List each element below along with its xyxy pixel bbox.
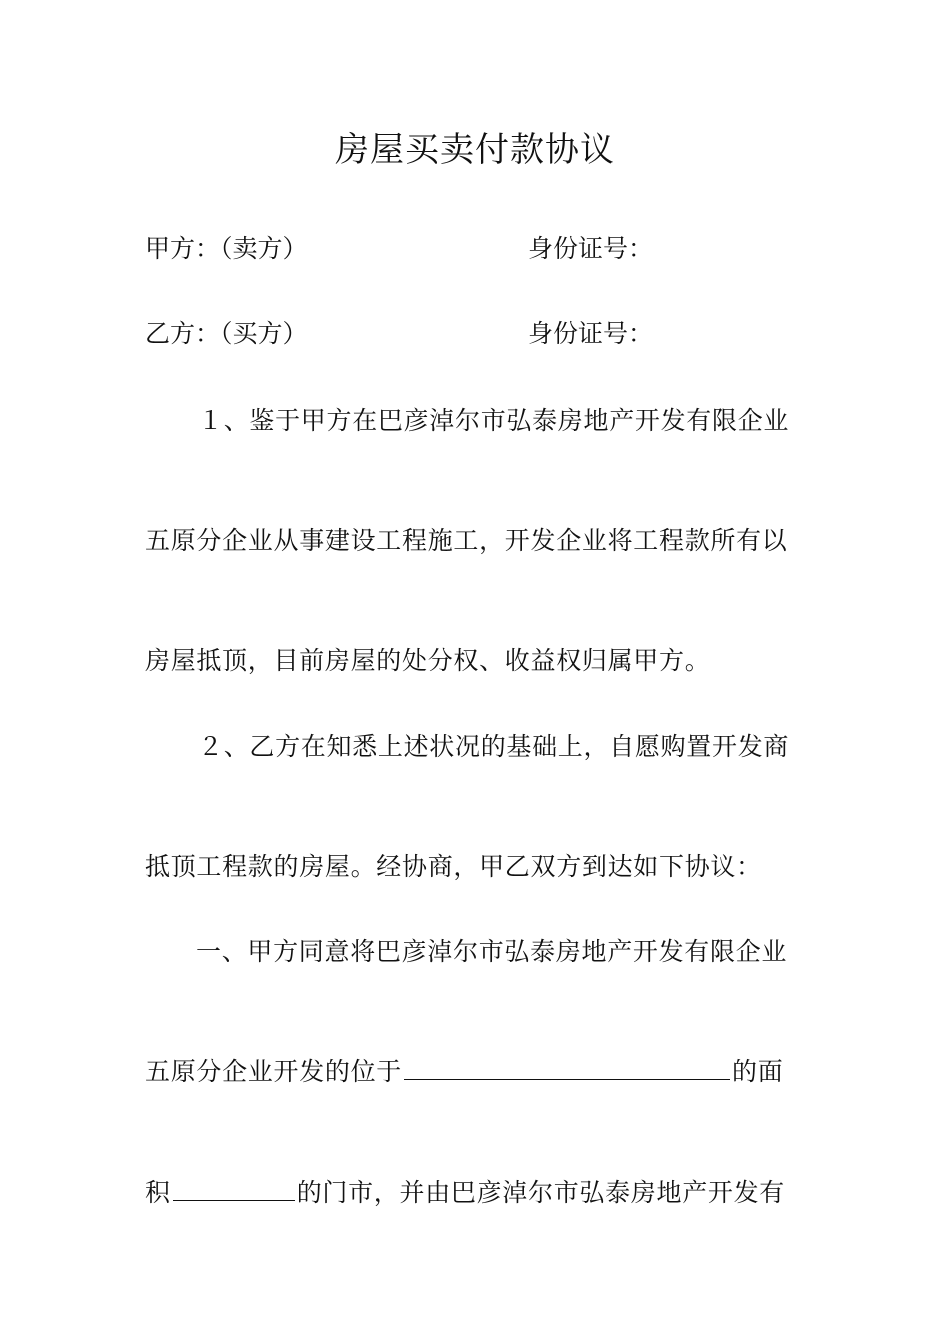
paragraph-text: 五原分企业开发的位于: [145, 1057, 403, 1086]
party-b-id-label: 身份证号：: [528, 319, 654, 348]
paragraph-text: 的面: [732, 1057, 784, 1086]
paragraph-text: 积: [145, 1178, 171, 1207]
paragraph-line: 房屋抵顶，目前房屋的处分权、收益权归属甲方。: [145, 646, 711, 675]
paragraph-line: ２、乙方在知悉上述状况的基础上，自愿购置开发商: [198, 732, 790, 761]
document-title: 房屋买卖付款协议: [335, 130, 615, 170]
party-a-id-label: 身份证号：: [528, 234, 654, 263]
paragraph-line: 五原分企业从事建设工程施工，开发企业将工程款所有以: [145, 526, 788, 555]
area-blank-field: [173, 1176, 295, 1201]
paragraph-line: 抵顶工程款的房屋。经协商，甲乙双方到达如下协议：: [145, 852, 762, 881]
location-blank-field: [404, 1055, 730, 1080]
paragraph-text: 的门市，并由巴彦淖尔市弘泰房地产开发有: [296, 1178, 786, 1207]
party-b-label: 乙方：（买方）: [145, 319, 308, 348]
paragraph-line-with-blank: [145, 1055, 783, 1089]
paragraph-line-with-blank: [145, 1176, 785, 1210]
party-a-label: 甲方：（卖方）: [145, 234, 308, 263]
paragraph-line: １、鉴于甲方在巴彦淖尔市弘泰房地产开发有限企业: [198, 406, 790, 435]
paragraph-line: 一、甲方同意将巴彦淖尔市弘泰房地产开发有限企业: [196, 937, 788, 966]
